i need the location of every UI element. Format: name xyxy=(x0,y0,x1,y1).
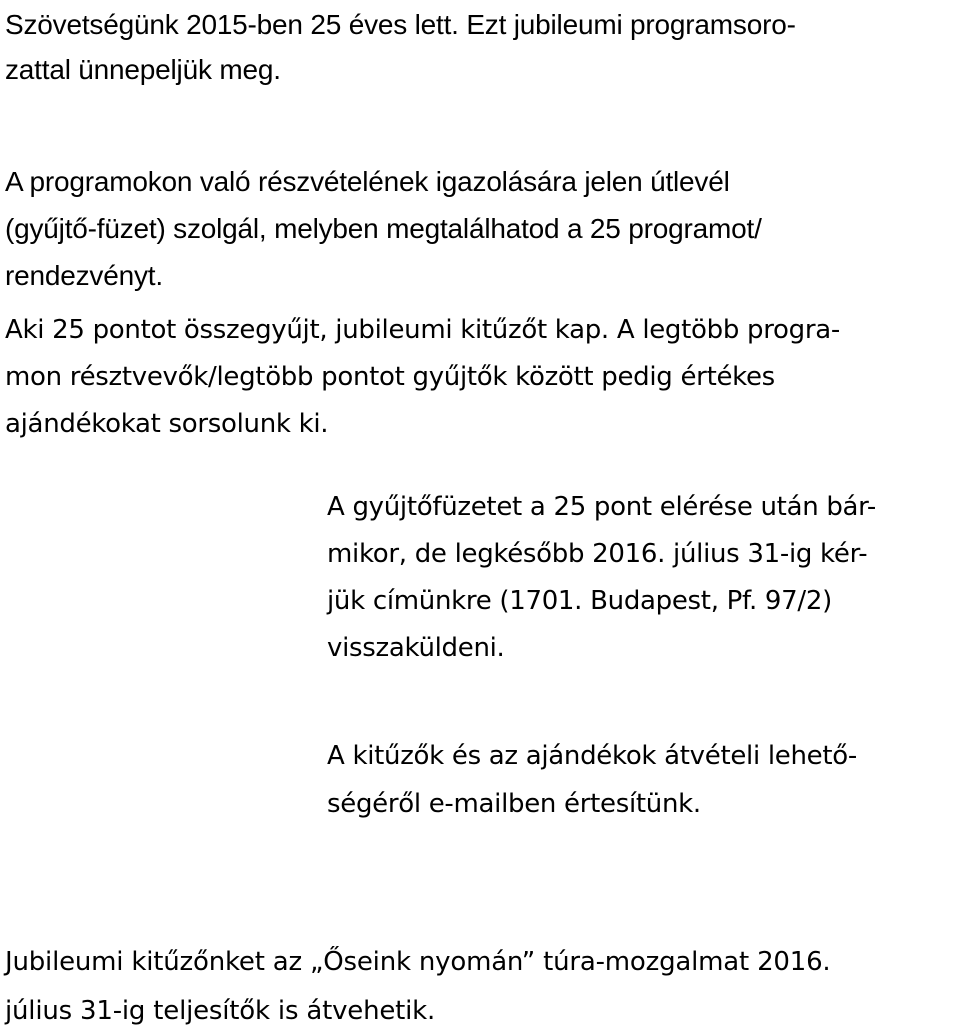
paragraph-badge-prizes: Aki 25 pontot összegyűjt, jubileumi kitűzőt kap. A legtöbb progra- mon résztvevők/legtöbb pontot gyűjtők között pedig értékes ajándékokat sorsolunk ki. xyxy=(5,315,840,439)
paragraph-email-notice: A kitűzők és az ajándékok átvételi lehető- ségéről e-mailben értesítünk. xyxy=(327,741,857,819)
paragraph-return-booklet: A gyűjtőfüzetet a 25 pont elérése után bár- mikor, de legkésőbb 2016. július 31-ig kér- jük címünkre (1701. Budapest, Pf. 97/2) visszaküldeni. xyxy=(327,492,876,663)
paragraph-anniversary: Szövetségünk 2015-ben 25 éves lett. Ezt jubileumi programsoro- zattal ünnepeljük meg. xyxy=(5,9,796,85)
paragraph-hiking-movement: Jubileumi kitűzőnket az „Őseink nyomán” túra-mozgalmat 2016. július 31-ig teljesítők is átvehetik. xyxy=(5,947,831,1026)
paragraph-passport: A programokon való részvételének igazolására jelen útlevél (gyűjtő-füzet) szolgál, melyben megtalálhatod a 25 programot/ rendezvényt. xyxy=(5,166,762,291)
